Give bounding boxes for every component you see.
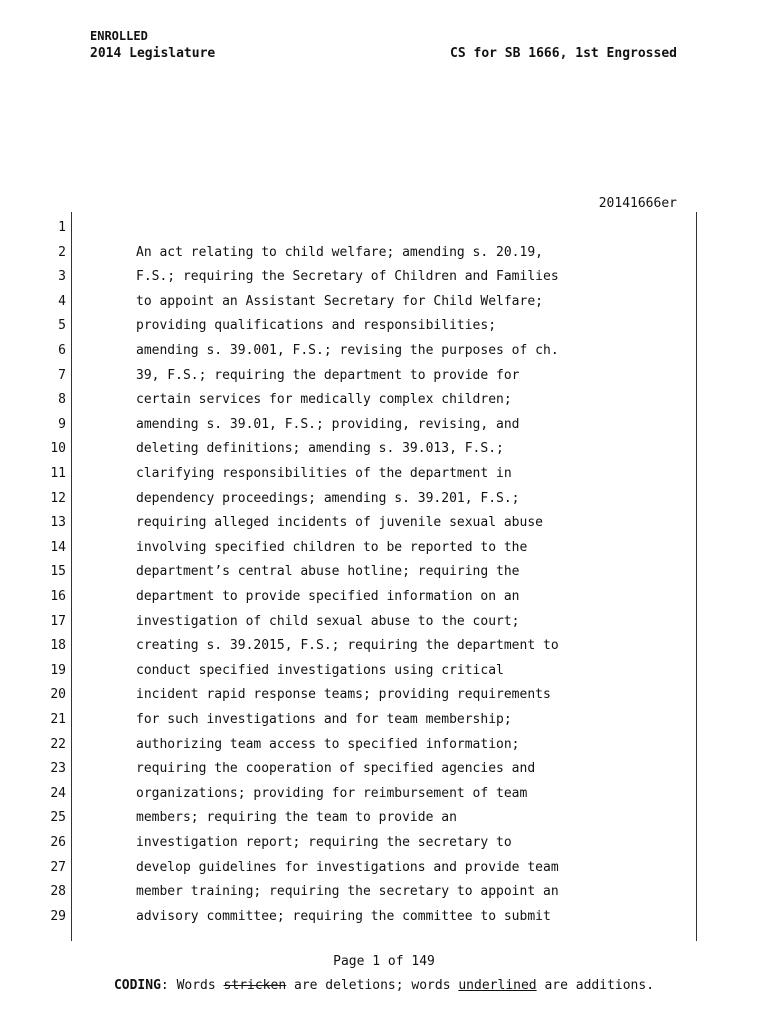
line-text: investigation of child sexual abuse to the court; — [136, 613, 520, 629]
line-text: develop guidelines for investigations and provide team — [136, 859, 559, 875]
line-text: deleting definitions; amending s. 39.013, F.S.; — [136, 441, 504, 457]
line-text: requiring the cooperation of specified agencies and — [136, 761, 536, 777]
line-text: providing qualifications and responsibilities; — [136, 318, 497, 334]
line-text: for such investigations and for team membership; — [136, 712, 512, 727]
line-number: 6 — [58, 343, 66, 358]
coding-text-2: are deletions; words — [286, 978, 459, 993]
bill-line — [0, 291, 768, 316]
line-number: 16 — [50, 589, 66, 604]
bill-line — [0, 365, 768, 390]
line-number: 10 — [50, 441, 66, 457]
bill-line — [0, 414, 768, 439]
line-number: 13 — [50, 515, 66, 531]
line-text: department to provide specified information on an — [136, 589, 520, 604]
legislature-label: 2014 Legislature — [90, 46, 216, 61]
line-text: organizations; providing for reimbursement of team — [136, 785, 528, 801]
line-text: 39, F.S.; requiring the department to provide for — [136, 367, 520, 383]
line-text: creating s. 39.2015, F.S.; requiring the department to — [136, 638, 559, 654]
bill-line — [0, 463, 768, 488]
bill-line — [0, 242, 768, 267]
line-number: 12 — [50, 490, 66, 506]
bill-line — [0, 758, 768, 783]
line-text: An act relating to child welfare; amending s. 20.19, — [136, 244, 543, 260]
line-number: 25 — [50, 810, 66, 826]
line-number: 24 — [50, 785, 66, 801]
line-text: member training; requiring the secretary to appoint an — [136, 884, 559, 900]
bill-line — [0, 586, 768, 611]
bill-line — [0, 684, 768, 709]
line-text: incident rapid response teams; providing requirements — [136, 687, 551, 703]
line-number: 9 — [58, 416, 66, 432]
line-text: dependency proceedings; amending s. 39.201, F.S.; — [136, 490, 520, 506]
line-number: 17 — [50, 613, 66, 629]
bill-line — [0, 832, 768, 857]
line-text: members; requiring the team to provide an — [136, 810, 457, 826]
coding-underlined-sample: underlined — [458, 978, 537, 993]
bill-line — [0, 881, 768, 906]
bill-line — [0, 389, 768, 414]
line-text: amending s. 39.01, F.S.; providing, revising, and — [136, 416, 520, 432]
line-number: 28 — [50, 884, 66, 900]
line-number: 2 — [58, 244, 66, 260]
coding-legend — [0, 978, 768, 993]
line-number: 14 — [50, 539, 66, 555]
line-number: 23 — [50, 761, 66, 777]
line-number: 19 — [50, 662, 66, 678]
line-text: amending s. 39.001, F.S.; revising the purposes of ch. — [136, 343, 559, 358]
bill-line — [0, 561, 768, 586]
bill-line — [0, 512, 768, 537]
bill-line — [0, 660, 768, 685]
line-text: advisory committee; requiring the committee to submit — [136, 908, 551, 924]
bill-line — [0, 906, 768, 931]
line-number: 18 — [50, 638, 66, 654]
line-text: to appoint an Assistant Secretary for Child Welfare; — [136, 293, 543, 309]
bill-line — [0, 217, 768, 242]
line-number: 5 — [58, 318, 66, 334]
coding-text-1: : Words — [160, 978, 224, 993]
bill-line — [0, 537, 768, 562]
line-number: 11 — [50, 466, 66, 481]
bill-line — [0, 611, 768, 636]
line-number: 21 — [50, 712, 66, 727]
line-text: certain services for medically complex children; — [136, 392, 512, 408]
bill-line — [0, 438, 768, 463]
line-text: investigation report; requiring the secretary to — [136, 835, 512, 850]
bill-line — [0, 315, 768, 340]
line-number: 7 — [58, 367, 66, 383]
coding-text-3: are additions. — [536, 978, 655, 993]
bill-line — [0, 488, 768, 513]
line-number: 20 — [50, 687, 66, 703]
bill-line — [0, 635, 768, 660]
bill-title: CS for SB 1666, 1st Engrossed — [450, 46, 677, 61]
line-number: 22 — [50, 736, 66, 752]
line-number: 27 — [50, 859, 66, 875]
line-text: department’s central abuse hotline; requiring the — [136, 564, 520, 580]
page-number: Page 1 of 149 — [333, 954, 435, 969]
line-text: authorizing team access to specified information; — [136, 736, 520, 752]
coding-label: CODING — [113, 978, 161, 993]
line-number: 3 — [58, 269, 66, 285]
line-text: F.S.; requiring the Secretary of Children and Families — [136, 269, 559, 285]
enrolled-label: ENROLLED — [90, 29, 148, 43]
bill-line — [0, 807, 768, 832]
line-text: involving specified children to be reported to the — [136, 539, 528, 555]
bill-line — [0, 340, 768, 365]
line-text: clarifying responsibilities of the department in — [136, 466, 512, 481]
bill-line — [0, 266, 768, 291]
line-number: 1 — [58, 220, 66, 235]
bill-line — [0, 857, 768, 882]
line-text: conduct specified investigations using critical — [136, 662, 504, 678]
line-number: 8 — [58, 392, 66, 408]
line-number: 29 — [50, 908, 66, 924]
bill-line — [0, 709, 768, 734]
line-text: requiring alleged incidents of juvenile sexual abuse — [136, 515, 543, 531]
line-number: 15 — [50, 564, 66, 580]
bill-code: 20141666er — [598, 196, 677, 211]
line-number: 4 — [58, 293, 66, 309]
bill-line — [0, 783, 768, 808]
bill-line — [0, 734, 768, 759]
line-number: 26 — [50, 835, 66, 850]
coding-stricken-sample: stricken — [223, 978, 287, 993]
